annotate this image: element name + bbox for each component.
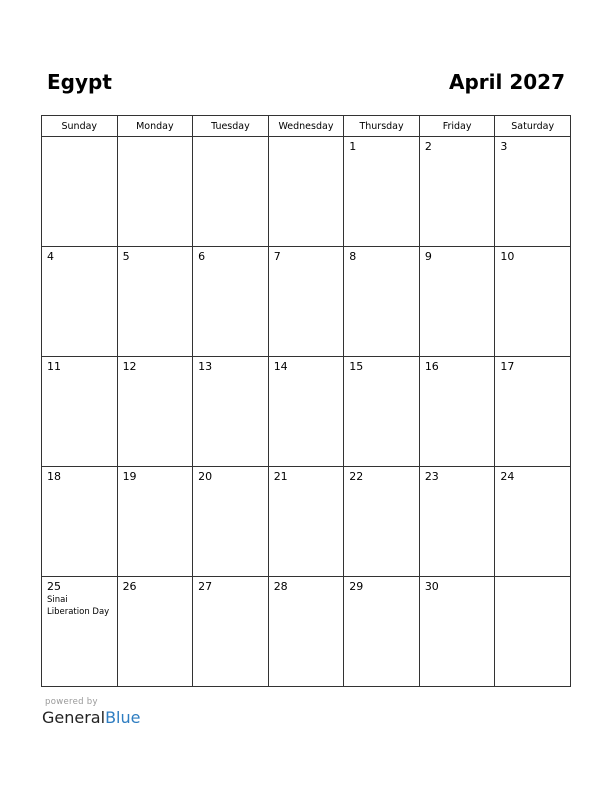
day-cell (117, 577, 193, 687)
week-row (42, 467, 571, 577)
day-number: 14 (273, 360, 288, 373)
day-number: 18 (47, 470, 61, 483)
day-cell (344, 357, 420, 467)
day-cell (117, 247, 193, 357)
day-number: 30 (424, 580, 439, 593)
day-number: 6 (198, 250, 206, 263)
day-cell (268, 577, 344, 687)
day-number: 29 (349, 580, 364, 593)
day-cell (193, 137, 269, 247)
weekday-header-row (42, 116, 571, 137)
day-number (118, 137, 193, 140)
day-cell (419, 577, 495, 687)
day-cell (42, 247, 118, 357)
day-cell (42, 577, 118, 687)
day-number: 2 (424, 140, 432, 153)
day-number: 20 (198, 470, 213, 483)
day-cell (495, 137, 571, 247)
holiday-label: Sinai Liberation Day (47, 595, 110, 617)
day-number (42, 137, 117, 140)
day-cell (495, 577, 571, 687)
weekday-tuesday: Tuesday (193, 116, 269, 137)
week-row (42, 247, 571, 357)
day-number (269, 137, 344, 140)
day-cell (268, 357, 344, 467)
day-number: 27 (198, 580, 213, 593)
week-row (42, 577, 571, 687)
day-number: 21 (273, 470, 288, 483)
weekday-friday: Friday (419, 116, 495, 137)
powered-by-label: powered by (45, 697, 98, 707)
day-number (193, 137, 268, 140)
day-number: 19 (122, 470, 137, 483)
day-cell (268, 467, 344, 577)
weekday-saturday: Saturday (495, 116, 571, 137)
day-number: 26 (122, 580, 137, 593)
day-cell (42, 467, 118, 577)
weekday-thursday: Thursday (344, 116, 420, 137)
day-cell (419, 467, 495, 577)
day-number: 12 (122, 360, 137, 373)
day-number: 1 (349, 140, 357, 153)
day-number: 24 (500, 470, 515, 483)
day-number: 28 (273, 580, 288, 593)
calendar-grid (41, 115, 571, 687)
day-cell (268, 247, 344, 357)
day-cell (495, 467, 571, 577)
day-cell (193, 357, 269, 467)
day-cell (268, 137, 344, 247)
day-cell (193, 467, 269, 577)
week-row (42, 357, 571, 467)
day-number: 11 (47, 360, 61, 373)
brand-logo (42, 708, 140, 727)
day-cell (42, 357, 118, 467)
brand-blue-text: Blue (105, 708, 141, 727)
day-number: 8 (349, 250, 357, 263)
day-cell (344, 137, 420, 247)
day-number: 3 (500, 140, 508, 153)
day-number: 4 (47, 250, 54, 263)
day-cell (419, 357, 495, 467)
day-number: 9 (424, 250, 432, 263)
day-cell (117, 137, 193, 247)
day-cell (193, 247, 269, 357)
day-number: 15 (349, 360, 364, 373)
weekday-sunday: Sunday (42, 116, 118, 137)
day-cell (419, 137, 495, 247)
day-number: 23 (424, 470, 439, 483)
week-row (42, 137, 571, 247)
day-number (495, 577, 570, 580)
day-cell (495, 247, 571, 357)
day-number: 25 (47, 580, 61, 593)
day-number: 13 (198, 360, 213, 373)
weekday-wednesday: Wednesday (268, 116, 344, 137)
brand-general-text: General (42, 708, 106, 727)
day-number: 22 (349, 470, 364, 483)
day-cell (344, 467, 420, 577)
day-cell (495, 357, 571, 467)
day-cell (344, 247, 420, 357)
day-number: 16 (424, 360, 439, 373)
day-number: 10 (500, 250, 515, 263)
day-cell (193, 577, 269, 687)
day-number: 5 (122, 250, 130, 263)
day-cell (344, 577, 420, 687)
day-cell (42, 137, 118, 247)
day-cell (419, 247, 495, 357)
day-cell (117, 467, 193, 577)
weekday-monday: Monday (117, 116, 193, 137)
day-number: 7 (273, 250, 281, 263)
day-cell (117, 357, 193, 467)
day-number: 17 (500, 360, 515, 373)
month-title: April 2027 (449, 70, 565, 94)
country-title: Egypt (47, 70, 112, 94)
